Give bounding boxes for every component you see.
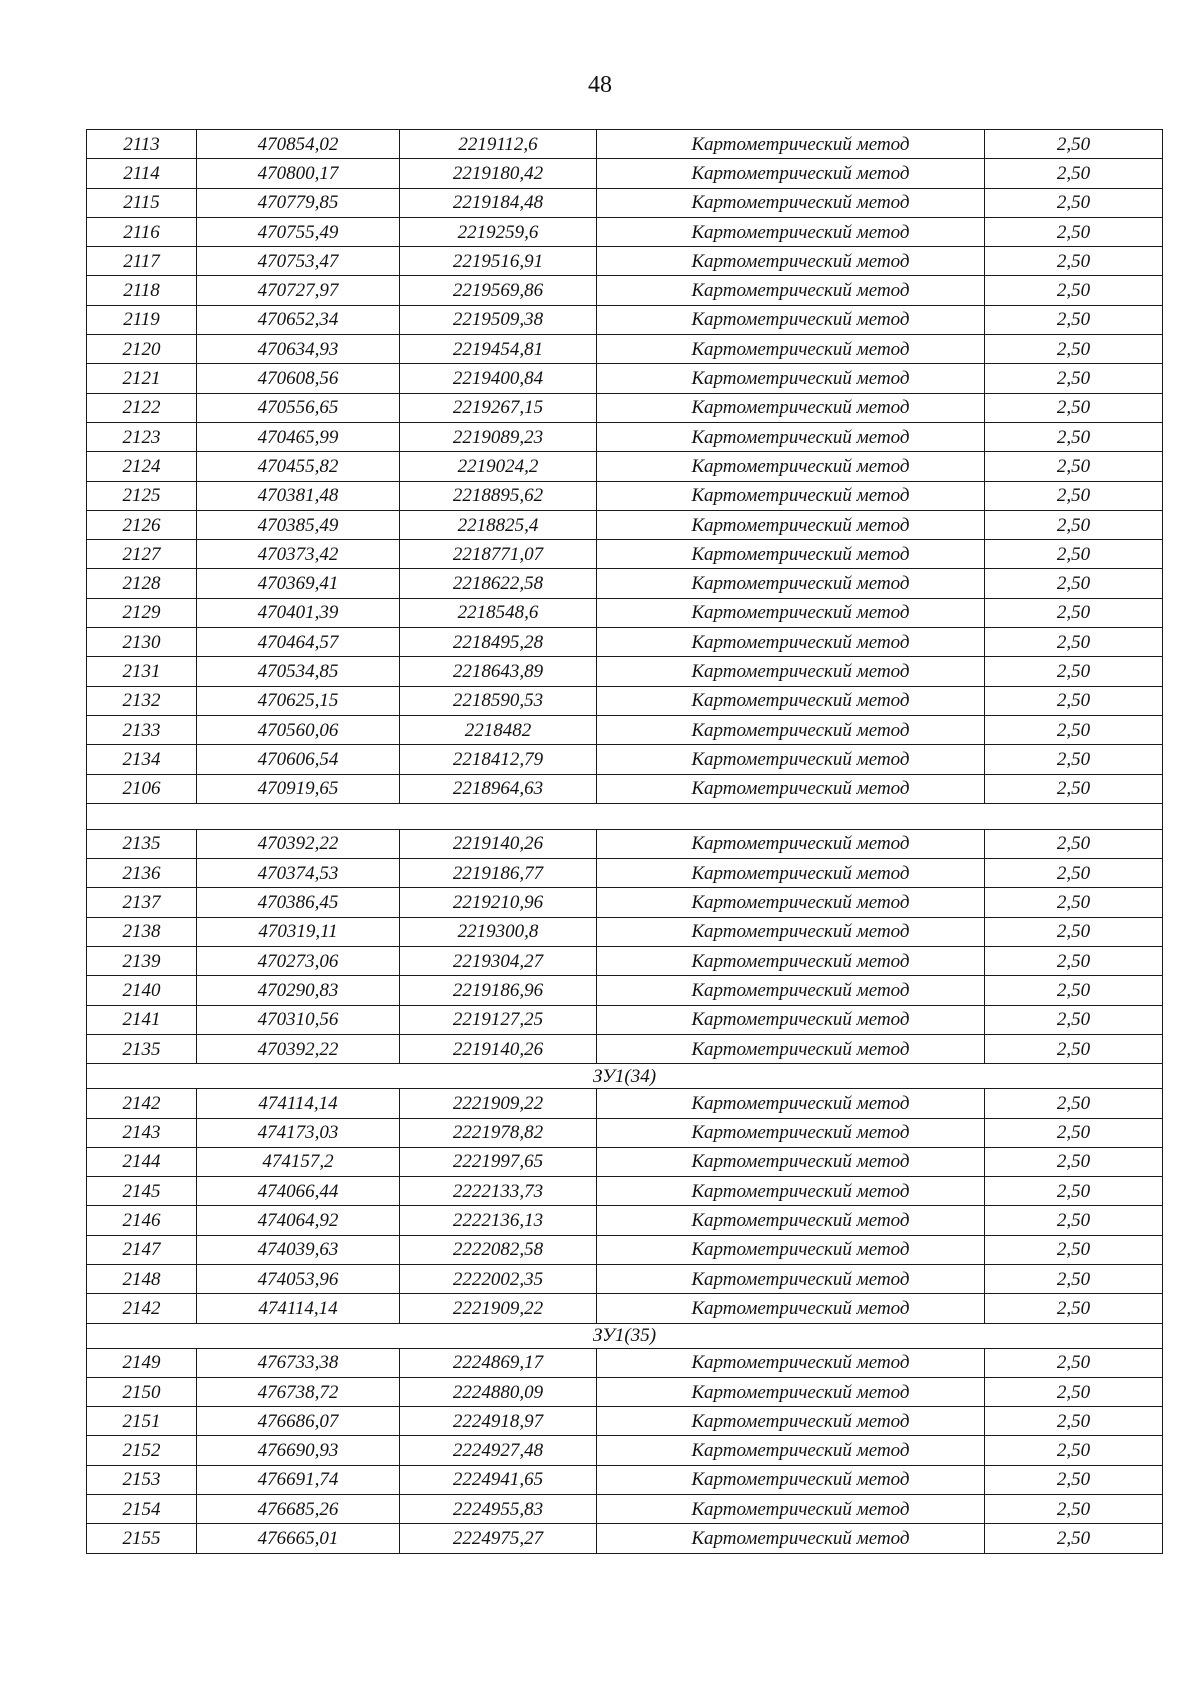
- method-cell: Картометрический метод: [597, 774, 985, 803]
- y-coordinate-cell: 2224975,27: [400, 1524, 597, 1553]
- table-row: [87, 657, 1163, 686]
- table-row: [87, 859, 1163, 888]
- y-coordinate-cell: 2224927,48: [400, 1436, 597, 1465]
- method-cell: Картометрический метод: [597, 276, 985, 305]
- y-coordinate-cell: 2224918,97: [400, 1407, 597, 1436]
- method-cell: Картометрический метод: [597, 1034, 985, 1063]
- method-cell: Картометрический метод: [597, 1206, 985, 1235]
- method-cell: Картометрический метод: [597, 1495, 985, 1524]
- table-row: [87, 188, 1163, 217]
- accuracy-cell: 2,50: [985, 1089, 1163, 1118]
- x-coordinate-cell: 470465,99: [197, 422, 400, 451]
- accuracy-cell: 2,50: [985, 393, 1163, 422]
- accuracy-cell: 2,50: [985, 715, 1163, 744]
- y-coordinate-cell: 2219259,6: [400, 217, 597, 246]
- x-coordinate-cell: 474114,14: [197, 1294, 400, 1323]
- table-row: [87, 159, 1163, 188]
- point-number-cell: 2137: [87, 888, 197, 917]
- section-header-row: [87, 1064, 1163, 1089]
- y-coordinate-cell: 2219267,15: [400, 393, 597, 422]
- y-coordinate-cell: 2219140,26: [400, 1034, 597, 1063]
- method-cell: Картометрический метод: [597, 598, 985, 627]
- table-row: [87, 452, 1163, 481]
- y-coordinate-cell: 2219186,77: [400, 859, 597, 888]
- point-number-cell: 2130: [87, 628, 197, 657]
- x-coordinate-cell: 470652,34: [197, 305, 400, 334]
- method-cell: Картометрический метод: [597, 917, 985, 946]
- point-number-cell: 2145: [87, 1177, 197, 1206]
- y-coordinate-cell: 2218590,53: [400, 686, 597, 715]
- method-cell: Картометрический метод: [597, 1118, 985, 1147]
- table-row: [87, 829, 1163, 858]
- y-coordinate-cell: 2224880,09: [400, 1377, 597, 1406]
- y-coordinate-cell: 2218412,79: [400, 745, 597, 774]
- accuracy-cell: 2,50: [985, 1407, 1163, 1436]
- x-coordinate-cell: 470779,85: [197, 188, 400, 217]
- y-coordinate-cell: 2219304,27: [400, 947, 597, 976]
- accuracy-cell: 2,50: [985, 1264, 1163, 1293]
- table-row: [87, 1524, 1163, 1553]
- point-number-cell: 2125: [87, 481, 197, 510]
- y-coordinate-cell: 2219210,96: [400, 888, 597, 917]
- y-coordinate-cell: 2219112,6: [400, 130, 597, 159]
- accuracy-cell: 2,50: [985, 217, 1163, 246]
- x-coordinate-cell: 476685,26: [197, 1495, 400, 1524]
- x-coordinate-cell: 470310,56: [197, 1005, 400, 1034]
- accuracy-cell: 2,50: [985, 1377, 1163, 1406]
- table-row: [87, 1206, 1163, 1235]
- x-coordinate-cell: 470392,22: [197, 829, 400, 858]
- point-number-cell: 2135: [87, 829, 197, 858]
- x-coordinate-cell: 470556,65: [197, 393, 400, 422]
- accuracy-cell: 2,50: [985, 657, 1163, 686]
- accuracy-cell: 2,50: [985, 540, 1163, 569]
- x-coordinate-cell: 470381,48: [197, 481, 400, 510]
- method-cell: Картометрический метод: [597, 481, 985, 510]
- table-row: [87, 276, 1163, 305]
- x-coordinate-cell: 476690,93: [197, 1436, 400, 1465]
- accuracy-cell: 2,50: [985, 1034, 1163, 1063]
- y-coordinate-cell: 2219300,8: [400, 917, 597, 946]
- method-cell: Картометрический метод: [597, 1235, 985, 1264]
- point-number-cell: 2147: [87, 1235, 197, 1264]
- method-cell: Картометрический метод: [597, 686, 985, 715]
- y-coordinate-cell: 2218495,28: [400, 628, 597, 657]
- point-number-cell: 2106: [87, 774, 197, 803]
- accuracy-cell: 2,50: [985, 1495, 1163, 1524]
- method-cell: Картометрический метод: [597, 1436, 985, 1465]
- y-coordinate-cell: 2221997,65: [400, 1147, 597, 1176]
- accuracy-cell: 2,50: [985, 364, 1163, 393]
- table-row: [87, 1348, 1163, 1377]
- accuracy-cell: 2,50: [985, 335, 1163, 364]
- table-row: [87, 774, 1163, 803]
- accuracy-cell: 2,50: [985, 1436, 1163, 1465]
- y-coordinate-cell: 2218964,63: [400, 774, 597, 803]
- y-coordinate-cell: 2224869,17: [400, 1348, 597, 1377]
- point-number-cell: 2138: [87, 917, 197, 946]
- point-number-cell: 2150: [87, 1377, 197, 1406]
- y-coordinate-cell: 2219180,42: [400, 159, 597, 188]
- point-number-cell: 2129: [87, 598, 197, 627]
- y-coordinate-cell: 2219024,2: [400, 452, 597, 481]
- table-row: [87, 1495, 1163, 1524]
- point-number-cell: 2139: [87, 947, 197, 976]
- point-number-cell: 2115: [87, 188, 197, 217]
- table-row: [87, 1294, 1163, 1323]
- point-number-cell: 2128: [87, 569, 197, 598]
- x-coordinate-cell: 470273,06: [197, 947, 400, 976]
- table-row: [87, 540, 1163, 569]
- method-cell: Картометрический метод: [597, 393, 985, 422]
- method-cell: Картометрический метод: [597, 715, 985, 744]
- x-coordinate-cell: 470854,02: [197, 130, 400, 159]
- method-cell: Картометрический метод: [597, 569, 985, 598]
- point-number-cell: 2151: [87, 1407, 197, 1436]
- accuracy-cell: 2,50: [985, 888, 1163, 917]
- table-row: [87, 1377, 1163, 1406]
- x-coordinate-cell: 470392,22: [197, 1034, 400, 1063]
- accuracy-cell: 2,50: [985, 1524, 1163, 1553]
- x-coordinate-cell: 470319,11: [197, 917, 400, 946]
- table-row: [87, 1235, 1163, 1264]
- method-cell: Картометрический метод: [597, 947, 985, 976]
- x-coordinate-cell: 474157,2: [197, 1147, 400, 1176]
- method-cell: Картометрический метод: [597, 1348, 985, 1377]
- accuracy-cell: 2,50: [985, 829, 1163, 858]
- point-number-cell: 2144: [87, 1147, 197, 1176]
- y-coordinate-cell: 2219569,86: [400, 276, 597, 305]
- accuracy-cell: 2,50: [985, 159, 1163, 188]
- coordinates-table: [86, 129, 1163, 1554]
- accuracy-cell: 2,50: [985, 859, 1163, 888]
- method-cell: Картометрический метод: [597, 1264, 985, 1293]
- accuracy-cell: 2,50: [985, 686, 1163, 715]
- y-coordinate-cell: 2218771,07: [400, 540, 597, 569]
- accuracy-cell: 2,50: [985, 628, 1163, 657]
- accuracy-cell: 2,50: [985, 947, 1163, 976]
- section-label: [87, 803, 1163, 829]
- accuracy-cell: 2,50: [985, 130, 1163, 159]
- accuracy-cell: 2,50: [985, 276, 1163, 305]
- method-cell: Картометрический метод: [597, 1005, 985, 1034]
- table-row: [87, 715, 1163, 744]
- x-coordinate-cell: 470374,53: [197, 859, 400, 888]
- y-coordinate-cell: 2222002,35: [400, 1264, 597, 1293]
- point-number-cell: 2148: [87, 1264, 197, 1293]
- point-number-cell: 2118: [87, 276, 197, 305]
- x-coordinate-cell: 470290,83: [197, 976, 400, 1005]
- table-row: [87, 917, 1163, 946]
- table-row: [87, 628, 1163, 657]
- point-number-cell: 2132: [87, 686, 197, 715]
- point-number-cell: 2141: [87, 1005, 197, 1034]
- y-coordinate-cell: 2219454,81: [400, 335, 597, 364]
- x-coordinate-cell: 470385,49: [197, 510, 400, 539]
- accuracy-cell: 2,50: [985, 1348, 1163, 1377]
- y-coordinate-cell: 2219186,96: [400, 976, 597, 1005]
- point-number-cell: 2155: [87, 1524, 197, 1553]
- table-row: [87, 364, 1163, 393]
- method-cell: Картометрический метод: [597, 976, 985, 1005]
- method-cell: Картометрический метод: [597, 1177, 985, 1206]
- y-coordinate-cell: 2219127,25: [400, 1005, 597, 1034]
- method-cell: Картометрический метод: [597, 510, 985, 539]
- y-coordinate-cell: 2222082,58: [400, 1235, 597, 1264]
- accuracy-cell: 2,50: [985, 1206, 1163, 1235]
- x-coordinate-cell: 470800,17: [197, 159, 400, 188]
- x-coordinate-cell: 470455,82: [197, 452, 400, 481]
- table-row: [87, 1465, 1163, 1494]
- y-coordinate-cell: 2219140,26: [400, 829, 597, 858]
- method-cell: Картометрический метод: [597, 452, 985, 481]
- x-coordinate-cell: 470727,97: [197, 276, 400, 305]
- x-coordinate-cell: 470534,85: [197, 657, 400, 686]
- method-cell: Картометрический метод: [597, 217, 985, 246]
- y-coordinate-cell: 2218895,62: [400, 481, 597, 510]
- table-row: [87, 305, 1163, 334]
- y-coordinate-cell: 2219184,48: [400, 188, 597, 217]
- point-number-cell: 2133: [87, 715, 197, 744]
- y-coordinate-cell: 2219509,38: [400, 305, 597, 334]
- point-number-cell: 2119: [87, 305, 197, 334]
- accuracy-cell: 2,50: [985, 188, 1163, 217]
- accuracy-cell: 2,50: [985, 481, 1163, 510]
- method-cell: Картометрический метод: [597, 335, 985, 364]
- point-number-cell: 2140: [87, 976, 197, 1005]
- point-number-cell: 2149: [87, 1348, 197, 1377]
- accuracy-cell: 2,50: [985, 452, 1163, 481]
- x-coordinate-cell: 470373,42: [197, 540, 400, 569]
- table-row: [87, 1147, 1163, 1176]
- table-row: [87, 745, 1163, 774]
- method-cell: Картометрический метод: [597, 628, 985, 657]
- point-number-cell: 2123: [87, 422, 197, 451]
- point-number-cell: 2117: [87, 247, 197, 276]
- y-coordinate-cell: 2218622,58: [400, 569, 597, 598]
- table-row: [87, 947, 1163, 976]
- x-coordinate-cell: 474114,14: [197, 1089, 400, 1118]
- point-number-cell: 2122: [87, 393, 197, 422]
- table-row: [87, 1034, 1163, 1063]
- x-coordinate-cell: 476691,74: [197, 1465, 400, 1494]
- y-coordinate-cell: 2218825,4: [400, 510, 597, 539]
- table-row: [87, 569, 1163, 598]
- section-separator-row: [87, 803, 1163, 829]
- method-cell: Картометрический метод: [597, 1294, 985, 1323]
- accuracy-cell: 2,50: [985, 1465, 1163, 1494]
- x-coordinate-cell: 476738,72: [197, 1377, 400, 1406]
- method-cell: Картометрический метод: [597, 1407, 985, 1436]
- y-coordinate-cell: 2224955,83: [400, 1495, 597, 1524]
- y-coordinate-cell: 2222133,73: [400, 1177, 597, 1206]
- point-number-cell: 2124: [87, 452, 197, 481]
- point-number-cell: 2127: [87, 540, 197, 569]
- table-row: [87, 393, 1163, 422]
- y-coordinate-cell: 2221909,22: [400, 1294, 597, 1323]
- point-number-cell: 2126: [87, 510, 197, 539]
- accuracy-cell: 2,50: [985, 1235, 1163, 1264]
- accuracy-cell: 2,50: [985, 598, 1163, 627]
- point-number-cell: 2131: [87, 657, 197, 686]
- x-coordinate-cell: 474064,92: [197, 1206, 400, 1235]
- table-row: [87, 335, 1163, 364]
- x-coordinate-cell: 474053,96: [197, 1264, 400, 1293]
- x-coordinate-cell: 474173,03: [197, 1118, 400, 1147]
- x-coordinate-cell: 470369,41: [197, 569, 400, 598]
- method-cell: Картометрический метод: [597, 745, 985, 774]
- x-coordinate-cell: 470919,65: [197, 774, 400, 803]
- table-row: [87, 217, 1163, 246]
- point-number-cell: 2142: [87, 1294, 197, 1323]
- accuracy-cell: 2,50: [985, 1118, 1163, 1147]
- page-number: 48: [588, 72, 612, 98]
- accuracy-cell: 2,50: [985, 510, 1163, 539]
- method-cell: Картометрический метод: [597, 1147, 985, 1176]
- method-cell: Картометрический метод: [597, 657, 985, 686]
- point-number-cell: 2146: [87, 1206, 197, 1235]
- x-coordinate-cell: 474039,63: [197, 1235, 400, 1264]
- y-coordinate-cell: 2224941,65: [400, 1465, 597, 1494]
- table-row: [87, 481, 1163, 510]
- method-cell: Картометрический метод: [597, 1465, 985, 1494]
- accuracy-cell: 2,50: [985, 917, 1163, 946]
- y-coordinate-cell: 2221978,82: [400, 1118, 597, 1147]
- y-coordinate-cell: 2219400,84: [400, 364, 597, 393]
- x-coordinate-cell: 470606,54: [197, 745, 400, 774]
- y-coordinate-cell: 2218643,89: [400, 657, 597, 686]
- accuracy-cell: 2,50: [985, 1177, 1163, 1206]
- method-cell: Картометрический метод: [597, 540, 985, 569]
- point-number-cell: 2154: [87, 1495, 197, 1524]
- table-row: [87, 598, 1163, 627]
- table-row: [87, 247, 1163, 276]
- point-number-cell: 2152: [87, 1436, 197, 1465]
- y-coordinate-cell: 2218548,6: [400, 598, 597, 627]
- x-coordinate-cell: 470401,39: [197, 598, 400, 627]
- table-row: [87, 976, 1163, 1005]
- x-coordinate-cell: 474066,44: [197, 1177, 400, 1206]
- method-cell: Картометрический метод: [597, 829, 985, 858]
- y-coordinate-cell: 2218482: [400, 715, 597, 744]
- point-number-cell: 2136: [87, 859, 197, 888]
- point-number-cell: 2153: [87, 1465, 197, 1494]
- method-cell: Картометрический метод: [597, 130, 985, 159]
- section-header-row: [87, 1323, 1163, 1348]
- table-row: [87, 422, 1163, 451]
- point-number-cell: 2120: [87, 335, 197, 364]
- accuracy-cell: 2,50: [985, 745, 1163, 774]
- point-number-cell: 2113: [87, 130, 197, 159]
- method-cell: Картометрический метод: [597, 888, 985, 917]
- x-coordinate-cell: 476665,01: [197, 1524, 400, 1553]
- section-label: ЗУ1(35): [87, 1323, 1163, 1348]
- method-cell: Картометрический метод: [597, 859, 985, 888]
- point-number-cell: 2142: [87, 1089, 197, 1118]
- point-number-cell: 2135: [87, 1034, 197, 1063]
- table-row: [87, 130, 1163, 159]
- method-cell: Картометрический метод: [597, 305, 985, 334]
- table-row: [87, 1436, 1163, 1465]
- section-label: ЗУ1(34): [87, 1064, 1163, 1089]
- table-row: [87, 686, 1163, 715]
- accuracy-cell: 2,50: [985, 976, 1163, 1005]
- x-coordinate-cell: 476686,07: [197, 1407, 400, 1436]
- point-number-cell: 2114: [87, 159, 197, 188]
- method-cell: Картометрический метод: [597, 422, 985, 451]
- y-coordinate-cell: 2219089,23: [400, 422, 597, 451]
- point-number-cell: 2143: [87, 1118, 197, 1147]
- table-row: [87, 1118, 1163, 1147]
- y-coordinate-cell: 2221909,22: [400, 1089, 597, 1118]
- x-coordinate-cell: 470634,93: [197, 335, 400, 364]
- point-number-cell: 2134: [87, 745, 197, 774]
- point-number-cell: 2116: [87, 217, 197, 246]
- x-coordinate-cell: 470560,06: [197, 715, 400, 744]
- accuracy-cell: 2,50: [985, 247, 1163, 276]
- y-coordinate-cell: 2222136,13: [400, 1206, 597, 1235]
- table-row: [87, 888, 1163, 917]
- x-coordinate-cell: 470386,45: [197, 888, 400, 917]
- x-coordinate-cell: 470464,57: [197, 628, 400, 657]
- accuracy-cell: 2,50: [985, 1147, 1163, 1176]
- method-cell: Картометрический метод: [597, 1089, 985, 1118]
- table-row: [87, 510, 1163, 539]
- accuracy-cell: 2,50: [985, 305, 1163, 334]
- method-cell: Картометрический метод: [597, 1524, 985, 1553]
- table-row: [87, 1005, 1163, 1034]
- accuracy-cell: 2,50: [985, 1005, 1163, 1034]
- table-row: [87, 1089, 1163, 1118]
- y-coordinate-cell: 2219516,91: [400, 247, 597, 276]
- accuracy-cell: 2,50: [985, 1294, 1163, 1323]
- method-cell: Картометрический метод: [597, 247, 985, 276]
- table-row: [87, 1177, 1163, 1206]
- x-coordinate-cell: 470625,15: [197, 686, 400, 715]
- x-coordinate-cell: 470608,56: [197, 364, 400, 393]
- accuracy-cell: 2,50: [985, 569, 1163, 598]
- x-coordinate-cell: 476733,38: [197, 1348, 400, 1377]
- accuracy-cell: 2,50: [985, 422, 1163, 451]
- method-cell: Картометрический метод: [597, 159, 985, 188]
- x-coordinate-cell: 470755,49: [197, 217, 400, 246]
- coordinates-table-body: [87, 130, 1163, 1554]
- point-number-cell: 2121: [87, 364, 197, 393]
- x-coordinate-cell: 470753,47: [197, 247, 400, 276]
- method-cell: Картометрический метод: [597, 364, 985, 393]
- method-cell: Картометрический метод: [597, 188, 985, 217]
- method-cell: Картометрический метод: [597, 1377, 985, 1406]
- table-row: [87, 1264, 1163, 1293]
- accuracy-cell: 2,50: [985, 774, 1163, 803]
- table-row: [87, 1407, 1163, 1436]
